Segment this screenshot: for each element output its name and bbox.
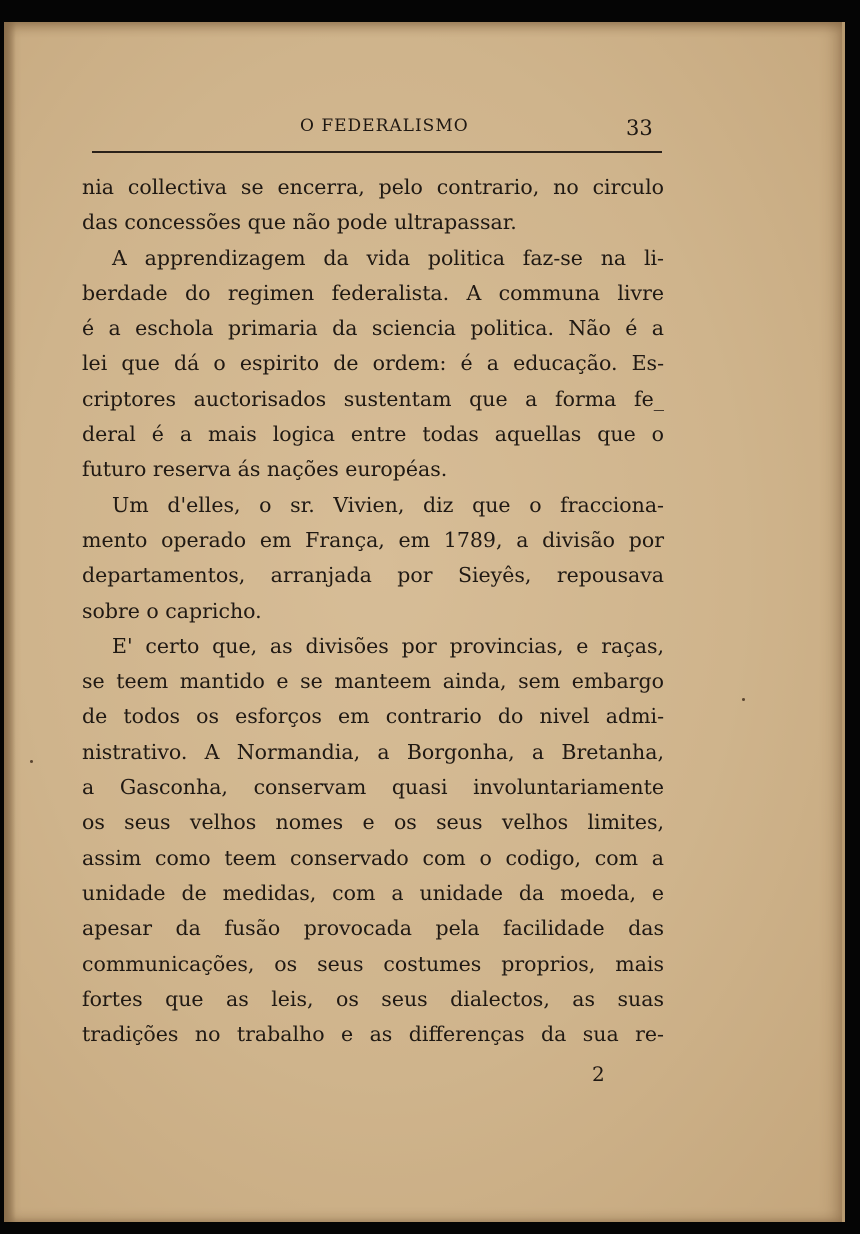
text-line: futuro reserva ás nações européas. — [82, 457, 448, 482]
text-line: communicações, os seus costumes proprios, mais — [82, 951, 664, 976]
text-line: berdade do regimen federalista. A communa livre — [82, 280, 664, 305]
paper-speck — [30, 760, 33, 763]
text-line: tradições no trabalho e as differenças da sua re- — [82, 1022, 664, 1047]
text-line: deral é a mais logica entre todas aquellas que o — [82, 422, 664, 447]
text-line: das concessões que não pode ultrapassar. — [82, 210, 517, 235]
text-line: criptores auctorisados sustentam que a forma fe_ — [82, 386, 664, 411]
text-line: A apprendizagem da vida politica faz-se na li- — [112, 245, 664, 270]
page-binding-edge — [4, 22, 16, 1222]
text-line: departamentos, arranjada por Sieyês, repousava — [82, 563, 664, 588]
text-line: sobre o capricho. — [82, 598, 262, 623]
text-line: unidade de medidas, com a unidade da moeda, e — [82, 880, 664, 905]
page-number: 33 — [626, 116, 653, 140]
text-line: nistrativo. A Normandia, a Borgonha, a Bretanha, — [82, 739, 664, 764]
text-line: de todos os esforços em contrario do nivel admi- — [82, 704, 664, 729]
signature-mark: 2 — [592, 1062, 605, 1086]
text-line: é a eschola primaria da sciencia politica. Não é a — [82, 316, 664, 341]
text-line: lei que dá o espirito de ordem: é a educação. Es- — [82, 351, 664, 376]
running-title: O FEDERALISMO — [300, 116, 469, 136]
text-line: E' certo que, as divisões por provincias, e raças, — [112, 633, 664, 658]
text-line: Um d'elles, o sr. Vivien, diz que o fracciona- — [112, 492, 664, 517]
text-line: fortes que as leis, os seus dialectos, as suas — [82, 986, 664, 1011]
paper-speck — [742, 698, 745, 701]
header-rule — [92, 151, 662, 153]
page-body-text — [82, 170, 664, 1052]
text-line: a Gasconha, conservam quasi involuntariamente — [82, 775, 664, 800]
text-line: nia collectiva se encerra, pelo contrario, no circulo — [82, 175, 664, 199]
text-line: assim como teem conservado com o codigo, com a — [82, 845, 664, 870]
text-line: apesar da fusão provocada pela facilidade das — [82, 916, 664, 941]
text-line: se teem mantido e se manteem ainda, sem embargo — [82, 669, 664, 694]
text-line: mento operado em França, em 1789, a divisão por — [82, 527, 664, 552]
text-line: os seus velhos nomes e os seus velhos limites, — [82, 810, 664, 835]
